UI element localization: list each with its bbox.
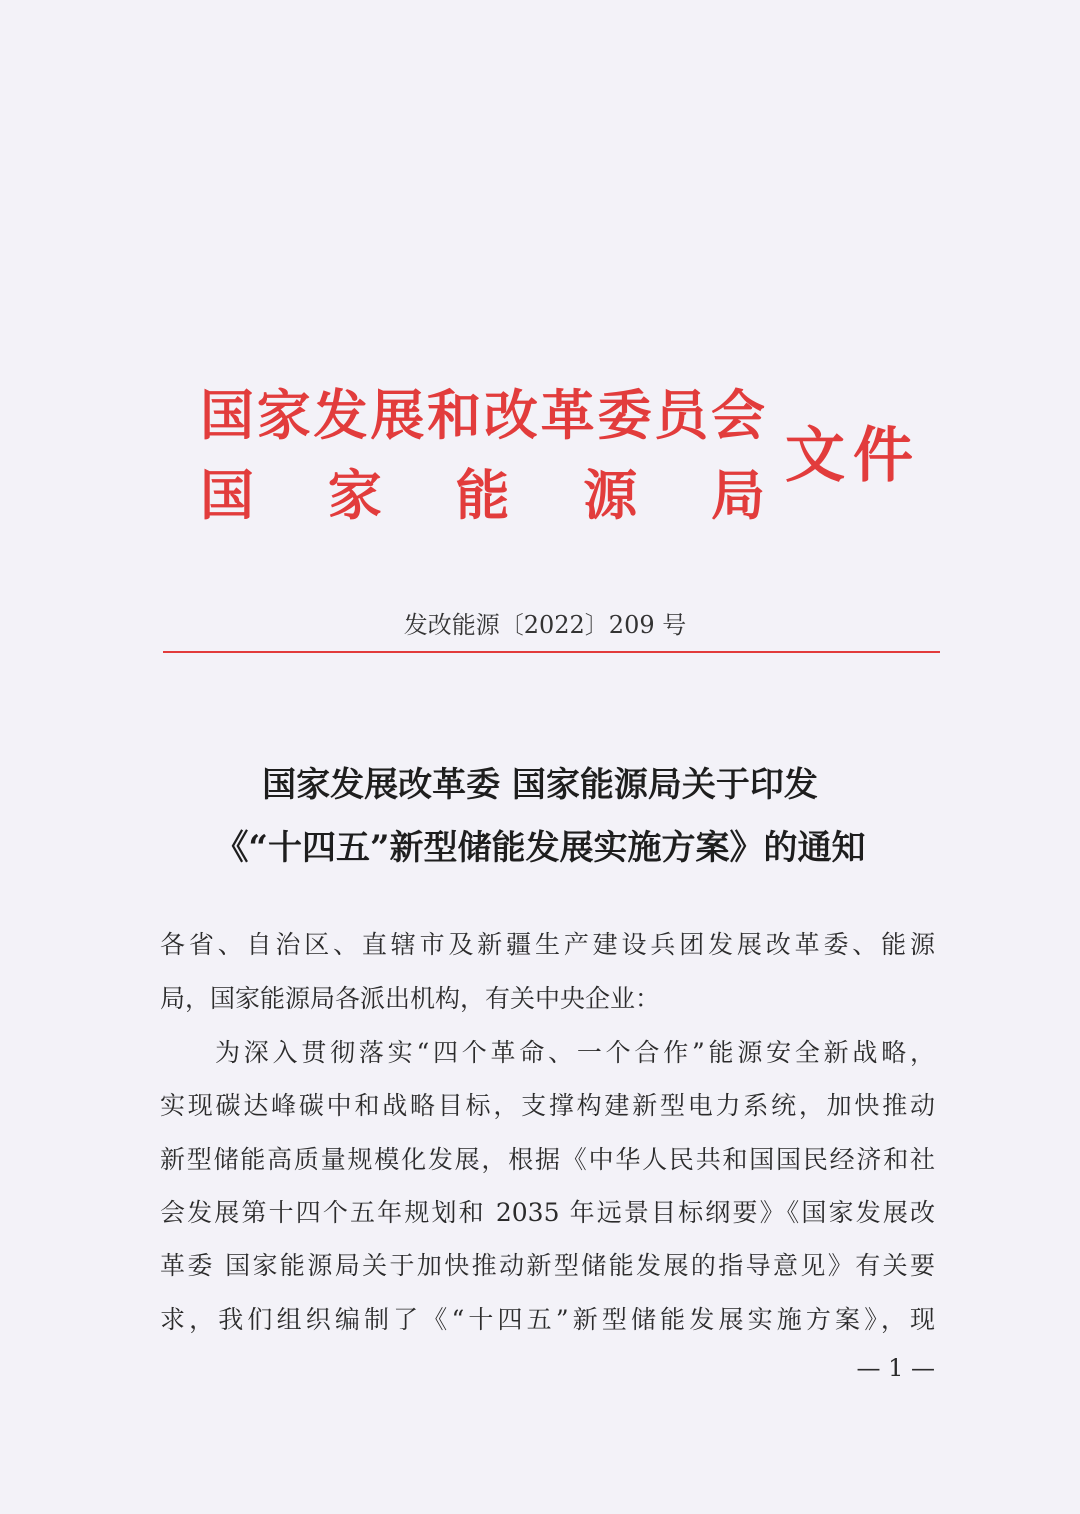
body-line: 求，我们组织编制了《“十四五”新型储能发展实施方案》，现 (160, 1305, 935, 1334)
document-number: 发改能源〔2022〕209 号 (403, 611, 687, 639)
red-divider (163, 651, 940, 653)
document-title-line2: 《“十四五”新型储能发展实施方案》的通知 (214, 828, 866, 868)
body-line: 新型储能高质量规模化发展，根据《中华人民共和国国民经济和社 (160, 1145, 935, 1174)
page-number: — 1 — (856, 1354, 935, 1382)
issuer-line-nea: 国 家 能 源 局 (200, 463, 765, 527)
body-line: 会发展第十四个五年规划和 2035 年远景目标纲要》《国家发展改 (160, 1198, 935, 1227)
body-line: 革委 国家能源局关于加快推动新型储能发展的指导意见》有关要 (160, 1251, 935, 1280)
body-line: 为深入贯彻落实“四个革命、一个合作”能源安全新战略， (215, 1038, 935, 1067)
document-suffix: 文件 (785, 421, 913, 491)
body-line: 局，国家能源局各派出机构，有关中央企业： (160, 984, 661, 1013)
document-title-line1: 国家发展改革委 国家能源局关于印发 (262, 765, 818, 805)
body-line: 各省、自治区、直辖市及新疆生产建设兵团发展改革委、能源 (160, 930, 935, 959)
issuer-line-ndrc: 国家发展和改革委员会 (200, 383, 765, 447)
body-line: 实现碳达峰碳中和战略目标，支撑构建新型电力系统，加快推动 (160, 1091, 935, 1120)
